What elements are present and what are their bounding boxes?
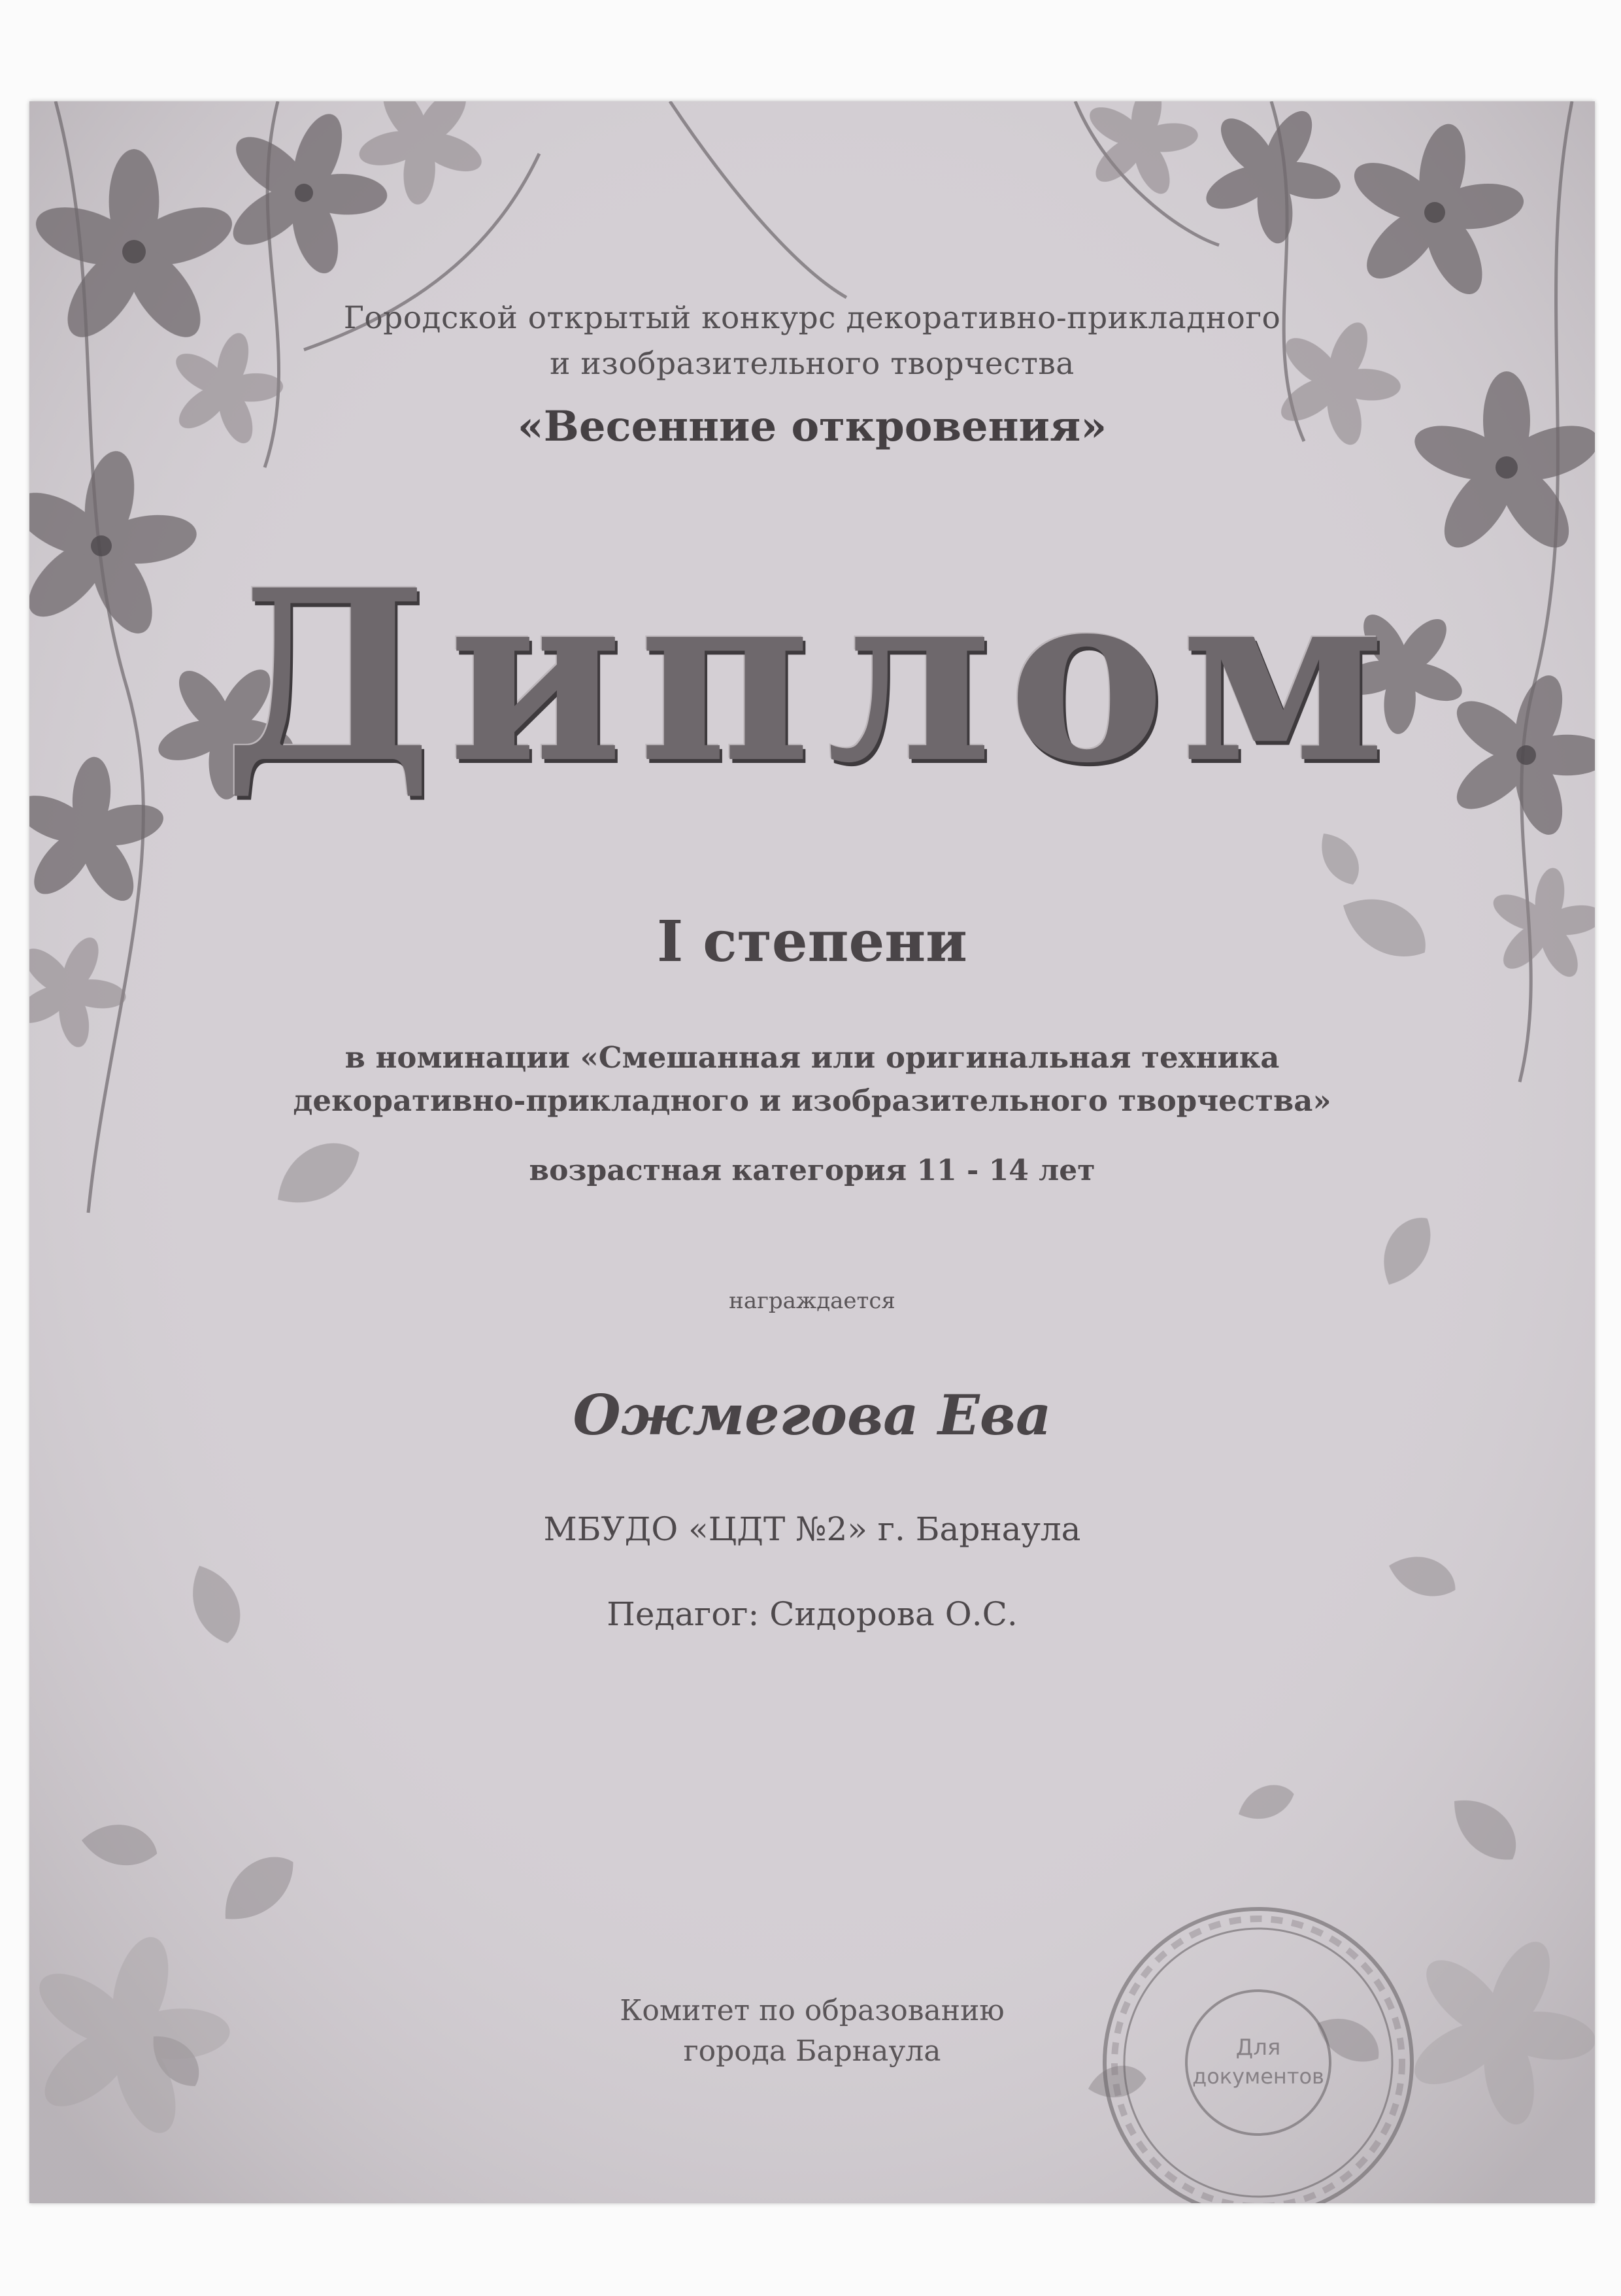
contest-line-2: и изобразительного творчества (550, 346, 1075, 382)
nomination-line-2: декоративно-прикладного и изобразительного творчества» (293, 1083, 1331, 1118)
age-category: возрастная категория 11 - 14 лет (529, 1154, 1095, 1187)
committee-line-2: города Барнаула (683, 2034, 941, 2068)
recipient-name: Ожмегова Ева (573, 1383, 1052, 1447)
contest-line-1: Городской открытый конкурс декоративно-прикладного (343, 300, 1281, 336)
committee-line-1: Комитет по образованию (620, 1994, 1005, 2027)
teacher: Педагог: Сидорова О.С. (607, 1595, 1018, 1633)
diploma-title: Диплом (223, 538, 1401, 815)
degree: I степени (657, 909, 967, 975)
official-stamp (1095, 1899, 1422, 2203)
organization: МБУДО «ЦДТ №2» г. Барнаула (543, 1510, 1081, 1548)
awarded-label: награждается (729, 1288, 895, 1314)
nomination-line-1: в номинации «Смешанная или оригинальная техника (344, 1040, 1280, 1075)
stamp-text-1: Для (1235, 2034, 1281, 2061)
stamp-text-2: документов (1192, 2064, 1324, 2089)
contest-name: «Весенние откровения» (517, 402, 1107, 451)
diploma-sheet (29, 101, 1595, 2203)
